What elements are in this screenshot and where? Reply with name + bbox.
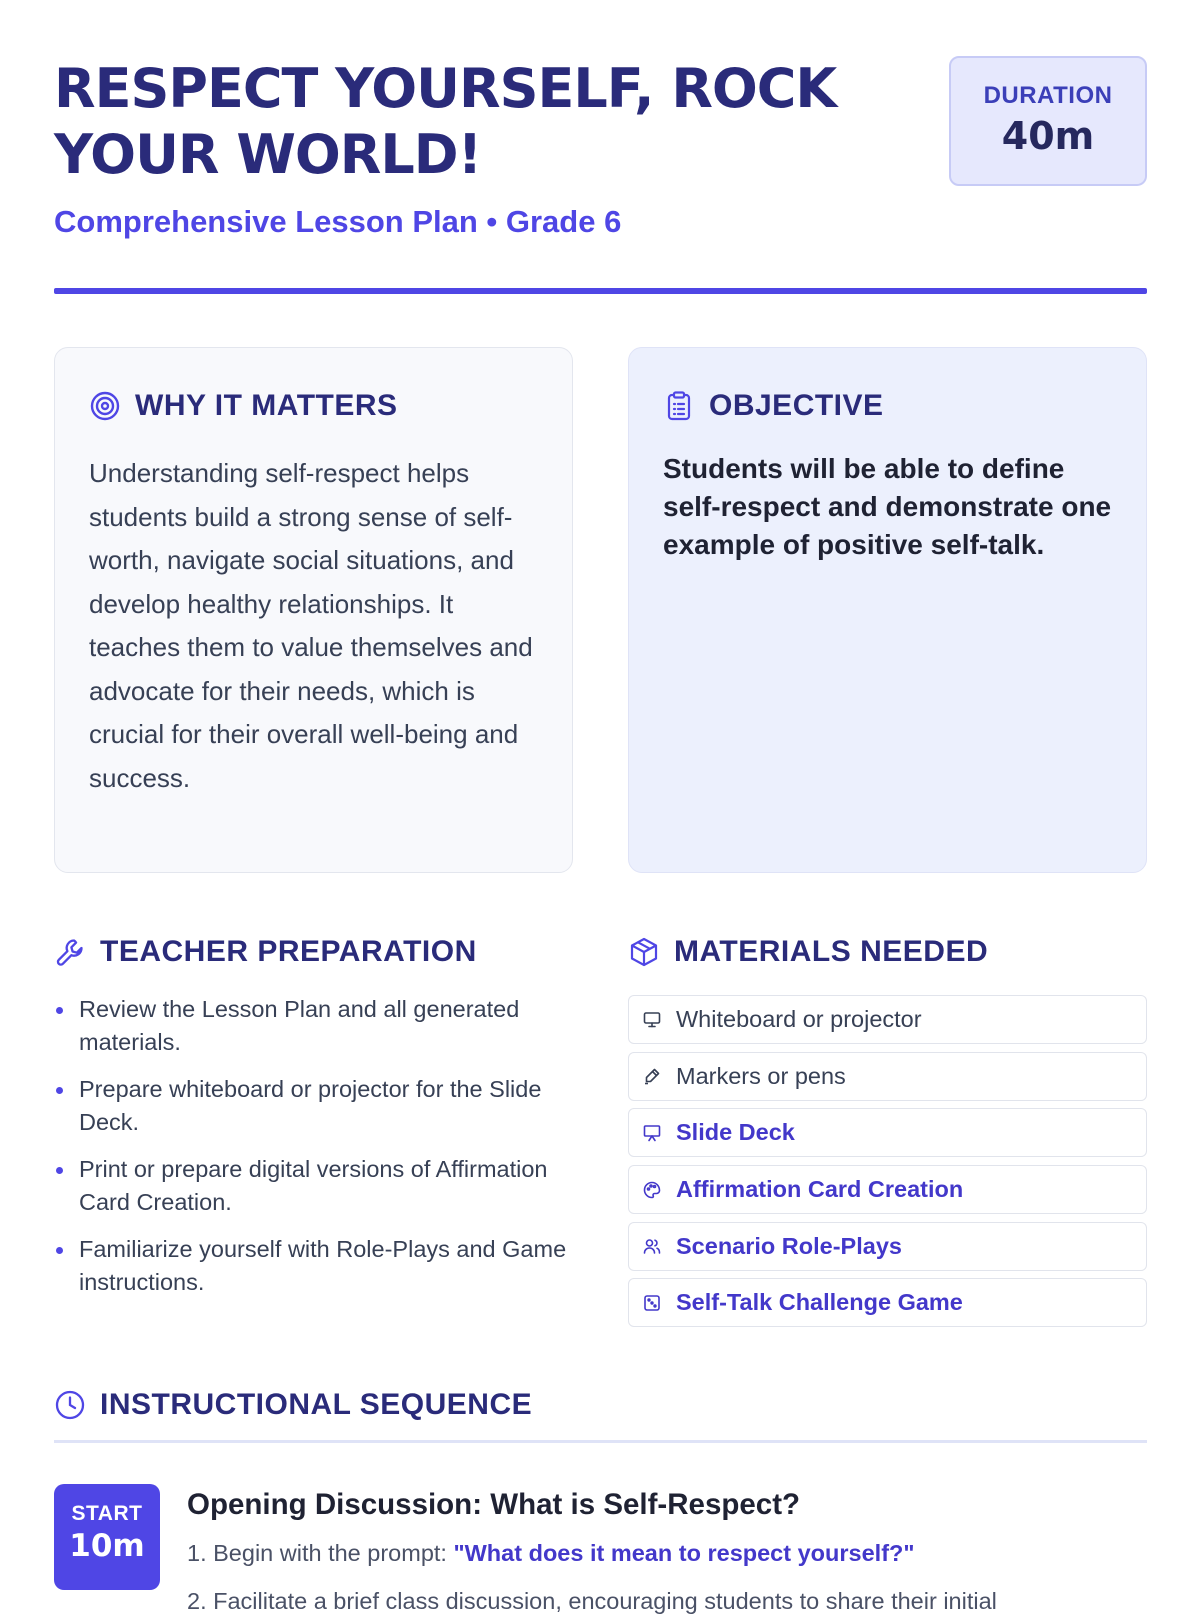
step-title: Opening Discussion: What is Self-Respect?	[187, 1488, 801, 1521]
why-it-matters-card	[54, 347, 573, 873]
palette-icon	[642, 1180, 662, 1200]
material-role-plays[interactable]	[628, 1222, 1147, 1271]
material-link-affirmation-cards[interactable]: Affirmation Card Creation	[676, 1176, 964, 1203]
teacher-preparation-heading: TEACHER PREPARATION	[100, 935, 477, 968]
step-badge-time: 10m	[69, 1528, 145, 1564]
dice-icon	[642, 1293, 662, 1313]
material-link-role-plays[interactable]: Scenario Role-Plays	[676, 1232, 902, 1259]
header-divider	[54, 288, 1147, 294]
step-instruction: 2. Facilitate a brief class discussion, encouraging students to share their initial	[187, 1588, 997, 1614]
materials-needed-heading: MATERIALS NEEDED	[674, 935, 989, 968]
why-it-matters-text: Understanding self-respect helps students build a strong sense of self-worth, navigate social situations, and develop healthy relationships. It teaches them to value themselves and advocate for their needs, which is crucial for their overall well-being and success.	[89, 458, 533, 793]
instructional-sequence-heading: INSTRUCTIONAL SEQUENCE	[100, 1388, 533, 1421]
material-whiteboard	[628, 995, 1147, 1044]
duration-value: 40m	[1001, 114, 1095, 158]
list-item: Print or prepare digital versions of Affirmation Card Creation.	[54, 1153, 574, 1219]
lesson-plan-page	[54, 0, 1147, 1614]
material-slide-deck[interactable]	[628, 1108, 1147, 1157]
duration-label: DURATION	[983, 82, 1113, 109]
lesson-header	[54, 56, 1147, 296]
list-item: Review the Lesson Plan and all generated materials.	[54, 993, 574, 1059]
objective-text: Students will be able to define self-respect and demonstrate one example of positive self-talk.	[663, 453, 1112, 560]
target-icon	[89, 390, 121, 422]
monitor-icon	[642, 1010, 662, 1030]
material-link-slide-deck[interactable]: Slide Deck	[676, 1119, 795, 1146]
clock-icon	[54, 1389, 86, 1421]
marker-icon	[642, 1066, 662, 1086]
material-link-self-talk-game[interactable]: Self-Talk Challenge Game	[676, 1289, 963, 1316]
teacher-preparation-header	[54, 930, 477, 974]
why-it-matters-heading: WHY IT MATTERS	[135, 389, 398, 422]
step-instruction	[187, 1540, 915, 1567]
material-label: Markers or pens	[676, 1062, 846, 1089]
lesson-title: RESPECT YOURSELF, ROCK YOUR WORLD!	[54, 57, 837, 186]
material-self-talk-game[interactable]	[628, 1278, 1147, 1327]
materials-needed-header	[628, 930, 988, 974]
presentation-icon	[642, 1123, 662, 1143]
box-icon	[628, 936, 660, 968]
material-label: Whiteboard or projector	[676, 1006, 922, 1032]
material-markers	[628, 1052, 1147, 1101]
materials-list	[628, 995, 1147, 1335]
lesson-subtitle: Comprehensive Lesson Plan • Grade 6	[54, 204, 622, 239]
wrench-icon	[54, 936, 86, 968]
users-icon	[642, 1236, 662, 1256]
teacher-preparation-list	[54, 993, 574, 1313]
list-item: Familiarize yourself with Role-Plays and Game instructions.	[54, 1233, 574, 1299]
objective-heading: OBJECTIVE	[709, 389, 884, 422]
step-instruction-prefix: 1. Begin with the prompt:	[187, 1540, 454, 1566]
step-badge-label: START	[71, 1502, 143, 1525]
step-prompt-quote: "What does it mean to respect yourself?"	[453, 1540, 915, 1566]
list-item: Prepare whiteboard or projector for the Slide Deck.	[54, 1073, 574, 1139]
clipboard-icon	[663, 390, 695, 422]
material-affirmation-cards[interactable]	[628, 1165, 1147, 1214]
instructional-sequence-header	[54, 1383, 532, 1427]
step-time-badge	[54, 1484, 160, 1590]
duration-badge	[949, 56, 1147, 186]
sequence-divider	[54, 1440, 1147, 1443]
objective-card	[628, 347, 1147, 873]
